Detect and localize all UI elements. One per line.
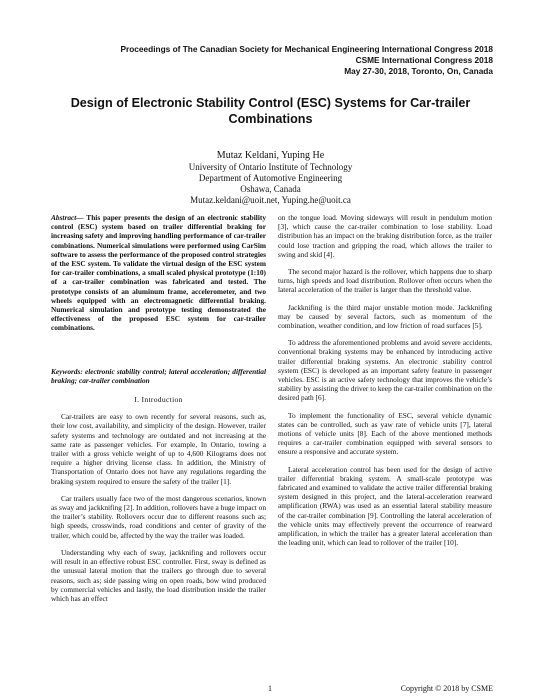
abstract-text: This paper presents the design of an electronic stability control (ESC) system based on trailer differential braking for increasing safety and improving handling performance of car-trailer combinations. Numerical simulations were performed using CarSim software to assess the performance of the proposed control strategies of the ESC system. To validate the virtual design of the ESC system for car-trailer combinations, a small scaled physical prototype (1:10) of a car-trailer combination was fabricated and tested. The prototype consists of an aluminum frame, accelerometer, and two wheels equipped with an electromagnetic differential braking. Numerical simulation and prototype testing demonstrated the effectiveness of the proposed ESC system for car-trailer combinations.	[51, 213, 266, 333]
author-emails: Mutaz.keldani@uoit.net, Yuping.he@uoit.ca	[190, 195, 351, 205]
abstract-label: Abstract—	[51, 213, 84, 222]
body-paragraph: The second major hazard is the rollover, which happens due to sharp turns, high speeds and load distribution. Rollover often occurs when the lateral acceleration of the trailer is larger than the threshold value.	[278, 267, 492, 295]
body-paragraph: Understanding why each of sway, jackknifing and rollovers occur will result in an effective robust ESC controller. First, sway is defined as the unusual lateral motion that the trailers go through due to several reasons, such as; side passing wing on open roads, bow wind produced by commercial vehicles and lastly, the load distribution inside the trailer which has an effect	[51, 547, 266, 603]
body-paragraph: Car trailers usually face two of the most dangerous scenarios, known as sway and jackknifing [2]. In addition, rollovers have a huge impact on the trailer’s stability. Rollovers occur due to different reasons such as; high speeds, crosswinds, road conditions and center of gravity of the trailer, which could be, affected by the way the trailer was loaded.	[51, 493, 266, 540]
body-paragraph: Lateral acceleration control has been used for the design of active trailer differential braking system. A small-scale prototype was fabricated and examined to validate the active trailer differential braking system designed in this project, and the lateral-acceleration rearward amplification (RWA) was used as an essential lateral stability measure of the car-trailer combination [9]. Controlling the lateral acceleration of the vehicle units may effectively prevent the occurrence of rearward amplification, in which the trailer has a greater lateral acceleration than the leading unit, which can lead to rollover of the trailer [10].	[278, 464, 492, 548]
body-paragraph: Car-trailers are easy to own recently for several reasons, such as, their low cost, availability, and simplicity of the design. However, trailer safety systems and technology are outdated and not increasing at the same rate as passenger vehicles. For example, In Ontario, towing a trailer with a gross vehicle weight of up to 4,600 Kilograms does not require a higher driving license class. In addition, the Ministry of Transportation of Ontario does not have any regulations regarding the braking system required to ensure the safety of the trailer [1].	[51, 412, 266, 486]
body-paragraph: To implement the functionality of ESC, several vehicle dynamic states can be controlled, such as yaw rate of vehicle units [7], lateral motions of vehicle units [8]. Each of the above mentioned methods requires a car-trailer combination equipped with several sensors to ensure a responsive and accurate system.	[278, 410, 492, 457]
left-column	[51, 213, 266, 611]
body-paragraph: on the tongue load. Moving sideways will result in pendulum motion [3], which cause the car-trailer combination to lose stability. Load distribution has an impact on the braking distribution force, as the trailer could lose traction and gripping the road, which allows the trailer to swing and skid [4].	[278, 213, 492, 259]
proceedings-line-2: CSME International Congress 2018	[355, 55, 493, 65]
paper-title	[40, 95, 501, 127]
affiliation-university: University of Ontario Institute of Technology	[188, 162, 353, 172]
abstract	[51, 213, 266, 333]
author-block	[40, 150, 501, 206]
proceedings-header	[120, 44, 493, 77]
body-paragraph: To address the aforementioned problems and avoid severe accidents, conventional braking systems may be enhanced by introducing active trailer differential braking systems. An electronic stability control system (ESC) is developed as an important safety feature in passenger vehicles. ESC is an active safety technology that improves the vehicle’s stability by assisting the driver to keep the car-trailer combination on the desired path [6].	[278, 338, 492, 403]
right-column	[278, 213, 492, 556]
copyright-notice: Copyright © 2018 by CSME	[400, 684, 493, 693]
section-heading-introduction: I. Introduction	[134, 395, 183, 405]
title-line-2: Combinations	[228, 112, 313, 126]
keywords: Keywords: electronic stability control; lateral acceleration; differential braking; car-trailer combination	[51, 366, 266, 385]
proceedings-line-1: Proceedings of The Canadian Society for Mechanical Engineering International Congress 2018	[120, 44, 493, 54]
body-paragraph: Jackknifing is the third major unstable motion mode. Jackknifing may be caused by several factors, such as momentum of the combination, weather condition, and low friction of road surfaces [5].	[278, 302, 492, 331]
affiliation-department: Department of Automotive Engineering	[198, 173, 343, 183]
page-number: 1	[268, 684, 272, 693]
author-names: Mutaz Keldani, Yuping He	[216, 150, 325, 161]
affiliation-location: Oshawa, Canada	[240, 184, 301, 194]
title-line-1: Design of Electronic Stability Control (ESC) Systems for Car-trailer	[70, 96, 471, 110]
proceedings-line-3: May 27-30, 2018, Toronto, On, Canada	[344, 66, 493, 76]
